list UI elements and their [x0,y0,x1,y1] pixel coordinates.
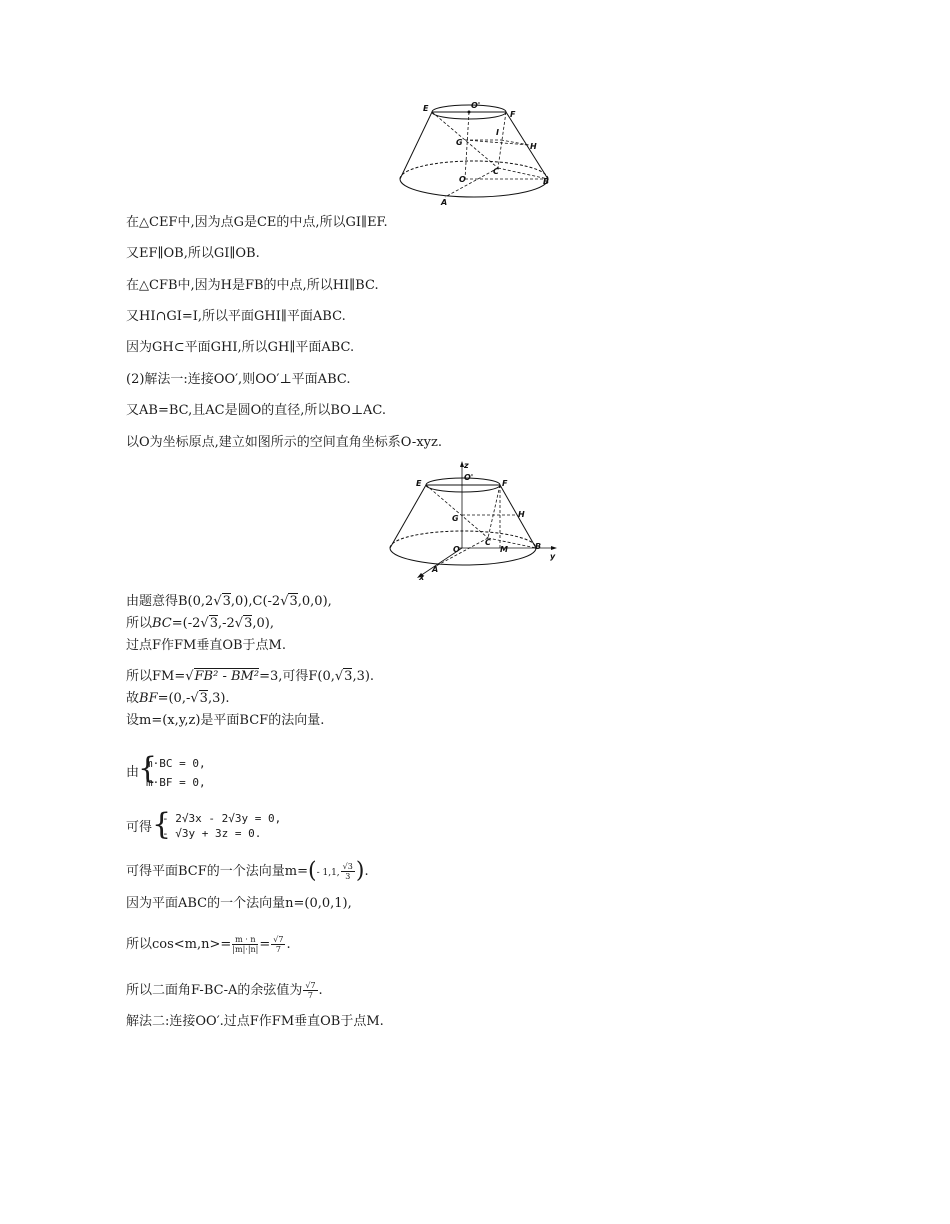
text-line-6: (2)解法一:连接OO′,则OO′⊥平面ABC. [126,372,351,387]
label-x: x [419,573,425,582]
system-1-row-1: m·BC = 0, [146,757,206,770]
text-line-5: 因为GH⊂平面GHI,所以GH∥平面ABC. [126,340,355,355]
label-E-2: E [416,479,422,488]
text-line-18: 因为平面ABC的一个法向量n=(0,0,1), [126,896,352,911]
text-line-13: 故BF=(0,-√3,3). [126,691,230,706]
label-z: z [464,461,469,470]
frustum-figure-2 [388,458,560,582]
label-A-2: A [432,565,439,574]
label-I: I [496,128,499,137]
text-line-12: 所以FM=√FB² - BM²=3,可得F(0,√3,3). [126,669,375,684]
system-2-brace: { [152,807,172,842]
label-O-2: O [453,545,460,554]
label-O-prime: O' [471,101,481,110]
text-line-4: 又HI∩GI=I,所以平面GHI∥平面ABC. [126,309,346,324]
left-generatrix [400,112,432,179]
system-1-brace: { [138,751,158,786]
text-line-10: 所以BC=(-2√3,-2√3,0), [126,616,274,631]
text-line-3: 在△CFB中,因为H是FB的中点,所以HI∥BC. [126,278,379,293]
text-line-7: 又AB=BC,且AC是圆O的直径,所以BO⊥AC. [126,403,387,418]
text-line-1: 在△CEF中,因为点G是CE的中点,所以GI∥EF. [126,215,388,230]
vector-BC: BC [152,616,172,631]
bottom-circle-back-2 [390,531,536,548]
label-C-2: C [485,538,491,547]
text-line-17: 可得平面BCF的一个法向量m=(- 1,1, $\frac{√3}{3}$ ). [126,858,369,884]
text-line-8: 以O为坐标原点,建立如图所示的空间直角坐标系O-xyz. [126,435,442,450]
label-O: O [459,175,466,184]
system-1-lead: 由 [126,765,140,780]
label-O-prime-2: O' [464,473,474,482]
label-M-2: M [500,545,508,554]
text-line-20: 所以二面角F-BC-A的余弦值为 $\frac{√7}{7}$ . [126,981,323,1000]
text-line-19: 所以cos<m,n>= $\frac{m \cdot n}{|m|\cdot|n|}$ = $\frac{√7}{7}$ . [126,935,291,954]
text-line-2: 又EF∥OB,所以GI∥OB. [126,246,260,261]
bottom-circle-back [400,161,548,179]
right-generatrix [506,112,548,179]
label-E: E [423,104,429,113]
label-G: G [456,138,463,147]
text-line-11: 过点F作FM垂直OB于点M. [126,638,287,653]
vector-BF: BF [139,691,158,706]
label-B-2: B [535,542,542,551]
label-H-2: H [518,510,525,519]
bottom-circle-front [400,179,548,197]
label-H: H [530,142,537,151]
system-2-row-2: - √3y + 3z = 0. [162,827,262,840]
frustum-figure-1 [390,98,560,206]
label-y: y [550,552,556,561]
text-line-14: 设m=(x,y,z)是平面BCF的法向量. [126,713,325,728]
text-line-21: 解法二:连接OO′.过点F作FM垂直OB于点M. [126,1014,384,1029]
text-line-9: 由题意得B(0,2√3,0),C(-2√3,0,0), [126,594,332,609]
label-F: F [510,110,516,119]
label-F-2: F [502,479,508,488]
system-2-lead: 可得 [126,820,153,835]
bottom-circle-front-2 [390,548,536,565]
label-C: C [493,167,499,176]
label-B: B [543,177,550,186]
system-1-row-2: m·BF = 0, [146,776,206,789]
label-A: A [441,198,448,206]
label-G-2: G [452,514,459,523]
system-2-row-1: - 2√3x - 2√3y = 0, [162,812,282,825]
